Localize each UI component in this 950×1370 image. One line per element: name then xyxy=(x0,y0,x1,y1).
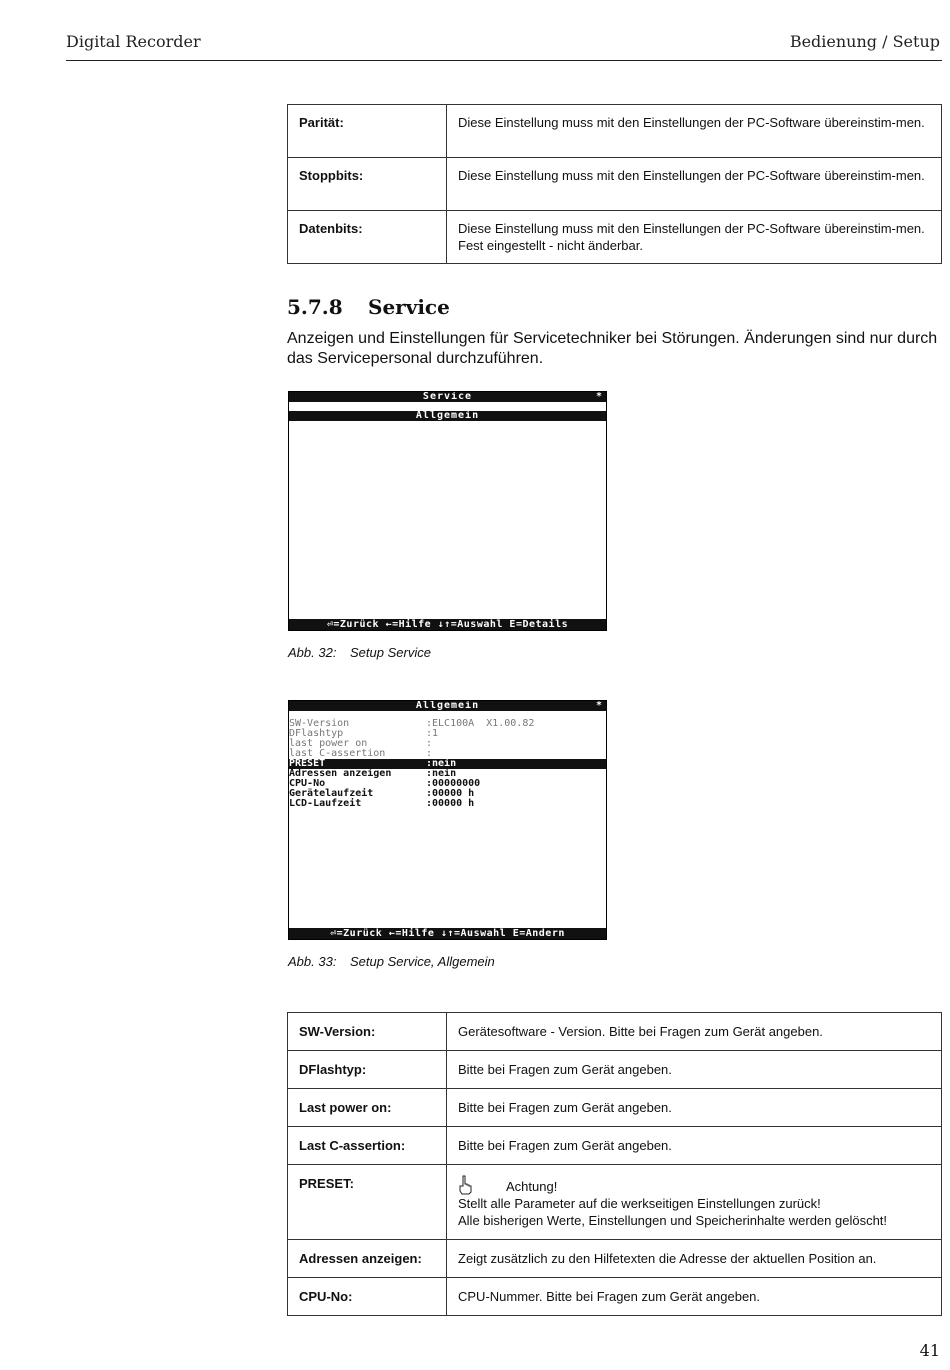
page-number: 41 xyxy=(919,1341,940,1360)
row-label: SW-Version xyxy=(289,718,350,729)
param-description: Bitte bei Fragen zum Gerät angeben. xyxy=(447,1089,942,1127)
header-rule xyxy=(66,60,942,61)
row-value: :00000 h xyxy=(426,798,475,809)
param-description: Bitte bei Fragen zum Gerät angeben. xyxy=(447,1051,942,1089)
screen-title: Allgemein xyxy=(415,700,480,711)
param-key: Adressen anzeigen: xyxy=(288,1240,447,1278)
param-description: Gerätesoftware - Version. Bitte bei Fragen zum Gerät angeben. xyxy=(447,1013,942,1051)
row-label: last C-assertion xyxy=(289,748,386,759)
param-key: SW-Version: xyxy=(288,1013,447,1051)
section-heading xyxy=(287,295,450,319)
param-key: CPU-No: xyxy=(288,1278,447,1316)
table-row xyxy=(288,211,942,264)
screen-title-bar xyxy=(289,701,606,711)
pointing-hand-icon xyxy=(458,1175,472,1195)
screen-status-bar: ⏎=Zurück ←=Hilfe ↓↑=Auswahl E=Details xyxy=(289,619,606,630)
screen-list xyxy=(289,719,606,809)
row-label: Gerätelaufzeit xyxy=(289,788,374,799)
table-row xyxy=(288,1165,942,1240)
table-row xyxy=(288,1051,942,1089)
star-icon: * xyxy=(595,700,603,711)
param-description: Diese Einstellung muss mit den Einstellungen der PC-Software übereinstim-men. xyxy=(447,158,942,211)
device-screen-allgemein xyxy=(288,700,607,940)
param-key: Last power on: xyxy=(288,1089,447,1127)
figure-text: Setup Service xyxy=(350,645,431,660)
figure-text: Setup Service, Allgemein xyxy=(350,954,495,969)
screen-title-bar xyxy=(289,392,606,402)
figure-caption xyxy=(288,645,431,660)
figure-caption xyxy=(288,954,495,969)
table-row xyxy=(288,1240,942,1278)
list-item[interactable] xyxy=(289,799,606,809)
row-label: CPU-No xyxy=(289,778,326,789)
screen-title: Service xyxy=(422,391,473,402)
row-value: :nein xyxy=(426,768,457,779)
device-screen-service xyxy=(288,391,607,631)
row-value: :nein xyxy=(426,758,457,769)
section-title: Service xyxy=(368,295,450,319)
row-value: : xyxy=(426,738,433,749)
table-row xyxy=(288,1127,942,1165)
star-icon: * xyxy=(595,391,603,402)
figure-number: Abb. 32: xyxy=(288,645,337,660)
header-title: Digital Recorder xyxy=(66,32,201,51)
row-label: last power on xyxy=(289,738,368,749)
row-label: DFlashtyp xyxy=(289,728,344,739)
row-value: :00000000 xyxy=(426,778,481,789)
section-number: 5.7.8 xyxy=(287,295,343,319)
table-row xyxy=(288,1013,942,1051)
param-key: Datenbits: xyxy=(288,211,447,264)
warning-text-2: Alle bisherigen Werte, Einstellungen und Speicherinhalte werden gelöscht! xyxy=(458,1213,888,1228)
warning-text-1: Stellt alle Parameter auf die werkseitigen Einstellungen zurück! xyxy=(458,1196,821,1211)
menu-item-allgemein[interactable]: Allgemein xyxy=(289,411,606,421)
row-value: : xyxy=(426,748,433,759)
param-description: Zeigt zusätzlich zu den Hilfetexten die Adresse der aktuellen Position an. xyxy=(447,1240,942,1278)
screen-status-bar: ⏎=Zurück ←=Hilfe ↓↑=Auswahl E=Ändern xyxy=(289,928,606,939)
table-row xyxy=(288,1278,942,1316)
param-key: DFlashtyp: xyxy=(288,1051,447,1089)
warning-label: Achtung! xyxy=(506,1179,558,1194)
param-key: PRESET: xyxy=(288,1165,447,1240)
row-label: Adressen anzeigen xyxy=(289,768,392,779)
warning-line xyxy=(458,1175,931,1195)
row-label: LCD-Laufzeit xyxy=(289,798,362,809)
row-value: :ELC100A X1.00.82 xyxy=(426,718,535,729)
param-description: CPU-Nummer. Bitte bei Fragen zum Gerät angeben. xyxy=(447,1278,942,1316)
parameter-table-interface xyxy=(287,104,942,264)
table-row xyxy=(288,158,942,211)
param-key: Parität: xyxy=(288,105,447,158)
section-intro: Anzeigen und Einstellungen für Servicetechniker bei Störungen. Änderungen sind nur durch das Servicepersonal durchzuführen. xyxy=(287,330,938,367)
table-row xyxy=(288,105,942,158)
param-description: Diese Einstellung muss mit den Einstellungen der PC-Software übereinstim-men. Fest eingestellt - nicht änderbar. xyxy=(447,211,942,264)
figure-number: Abb. 33: xyxy=(288,954,337,969)
param-description: Diese Einstellung muss mit den Einstellungen der PC-Software übereinstim-men. xyxy=(447,105,942,158)
parameter-table-service xyxy=(287,1012,942,1316)
param-key: Last C-assertion: xyxy=(288,1127,447,1165)
row-value: :00000 h xyxy=(426,788,475,799)
param-description xyxy=(447,1165,942,1240)
header-section: Bedienung / Setup xyxy=(789,32,940,51)
table-row xyxy=(288,1089,942,1127)
row-label: PRESET xyxy=(289,758,326,769)
param-description: Bitte bei Fragen zum Gerät angeben. xyxy=(447,1127,942,1165)
param-key: Stoppbits: xyxy=(288,158,447,211)
row-value: :1 xyxy=(426,728,439,739)
